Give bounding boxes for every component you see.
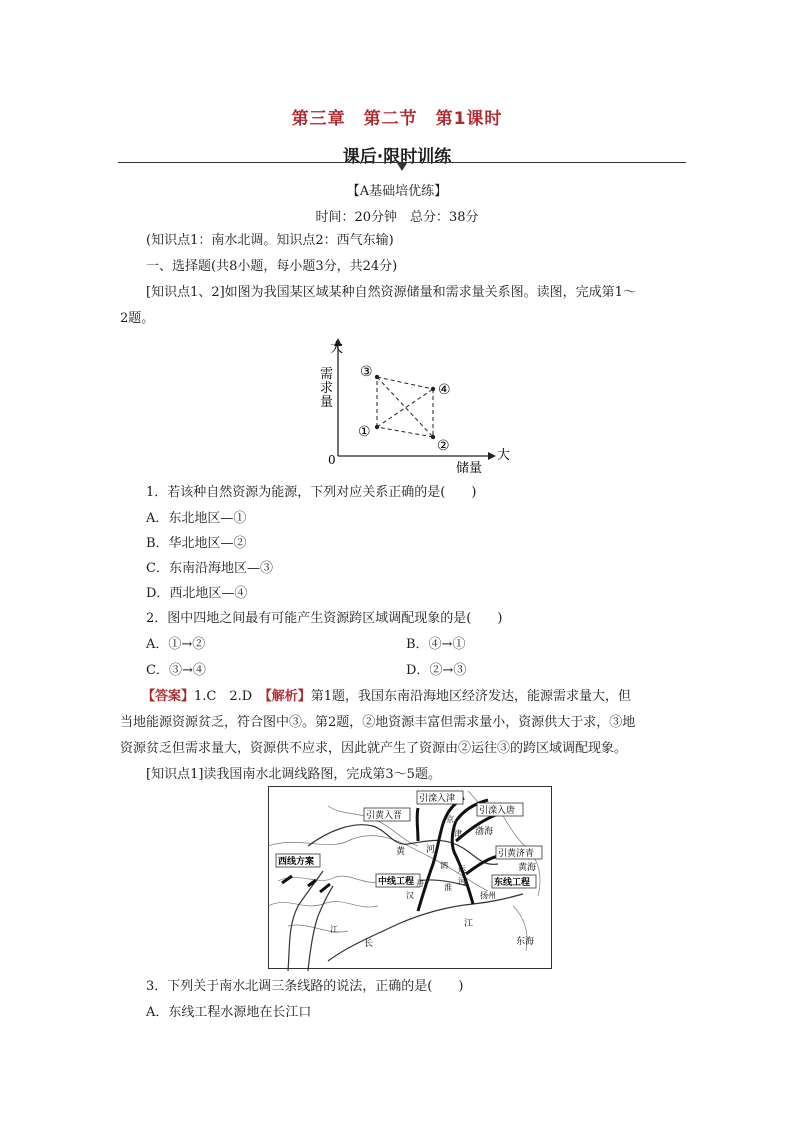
q2-option-b: B．④→① — [406, 637, 466, 652]
point-1-label: ① — [358, 424, 371, 440]
label-middle-route: 中线工程 — [378, 877, 415, 887]
label-huanghai: 黄海 — [518, 863, 537, 873]
point-2 — [431, 435, 435, 439]
answer-values: 1.C 2.D — [194, 689, 266, 704]
y-top-label: 大 — [330, 341, 344, 356]
label-han: 汉 — [406, 891, 414, 900]
answer-line2: 当地能源资源贫乏，符合图中③。第2题，②地资源丰富但需求量小，资源供大于求，③地 — [120, 715, 636, 730]
intro-1-line1: [知识点1、2]如图为我国某区域某种自然资源储量和需求量关系图。读图，完成第1～ — [146, 285, 636, 300]
q3-stem: 3．下列关于南水北调三条线路的说法，正确的是( ) — [146, 979, 464, 994]
point-3-label: ③ — [360, 364, 373, 380]
time-score: 时间：20分钟 总分：38分 — [315, 210, 479, 225]
label-huang: 黄 — [396, 847, 406, 857]
label-jin: 津 — [454, 829, 462, 838]
q2-option-a: A．①→② — [146, 637, 206, 652]
dashed-links — [377, 377, 433, 437]
label-yinhuang-jiqing: 引黄济青 — [498, 849, 535, 859]
analysis-tag: 【解析】 — [265, 689, 311, 704]
point-3 — [375, 375, 379, 379]
point-4-label: ④ — [438, 382, 451, 398]
divider-triangle-icon — [397, 163, 407, 171]
q2-stem: 2．图中四地之间最有可能产生资源跨区域调配现象的是( ) — [146, 611, 503, 626]
answer-tag: 【答案】 — [142, 689, 195, 704]
origin-label: 0 — [328, 453, 336, 467]
x-axis-arrow-icon — [488, 452, 496, 460]
label-east-route: 东线工程 — [494, 878, 531, 888]
label-dan: 丹 — [416, 879, 424, 888]
x-axis-label: 储量 — [456, 461, 483, 476]
label-west-route: 西线方案 — [278, 857, 315, 867]
label-yun: 运 — [458, 865, 466, 874]
q1-option-c: C．东南沿海地区—③ — [146, 561, 273, 576]
label-yinluan-jin: 引滦入津 — [419, 794, 456, 804]
analysis-text-1: 第1题，我国东南沿海地区经济发达，能源需求量大，但 — [310, 689, 631, 704]
section-label: 【A基础培优练】 — [346, 184, 448, 199]
label-si: 泗 — [440, 861, 448, 870]
label-yinhuang-jin: 引黄入晋 — [366, 811, 403, 821]
label-donghai: 东海 — [516, 937, 535, 947]
answer-line3: 资源贫乏但需求量大，资源供不应求，因此就产生了资源由②运往③的跨区域调配现象。 — [120, 741, 628, 756]
page-title: 第三章 第二节 第1课时 — [291, 109, 503, 129]
y-axis-label — [320, 367, 337, 410]
label-he: 河 — [426, 845, 436, 855]
label-jiang: 江 — [464, 919, 474, 929]
q2-option-c: C．③→④ — [146, 663, 206, 678]
y-axis-label-char2: 求 — [320, 381, 334, 396]
point-1 — [375, 425, 379, 429]
label-chang: 长 — [364, 939, 374, 949]
q2-option-d: D．②→③ — [406, 663, 467, 678]
q3-option-a: A．东线工程水源地在长江口 — [146, 1005, 312, 1020]
label-jiang-west: 江 — [330, 925, 338, 934]
resource-diagram — [316, 336, 511, 476]
label-bohai: 渤海 — [475, 827, 494, 837]
water-diversion-map — [268, 786, 552, 969]
x-right-label: 大 — [497, 448, 511, 463]
label-jing: 京 — [446, 815, 454, 824]
q1-option-b: B．华北地区—② — [146, 536, 247, 551]
page-subtitle: 课后·限时训练 — [342, 147, 452, 167]
label-yangzhou: 扬州 — [480, 891, 496, 900]
y-axis-label-char3: 量 — [320, 395, 334, 410]
q1-option-a: A．东北地区—① — [146, 511, 247, 526]
intro-1-line2: 2题。 — [120, 311, 155, 326]
intro-2: [知识点1]读我国南水北调线路图，完成第3～5题。 — [146, 767, 441, 782]
label-hui: 淮 — [444, 883, 452, 892]
y-axis-label-char1: 需 — [320, 367, 334, 382]
point-4 — [431, 387, 435, 391]
label-yinluan-tang: 引滦入唐 — [479, 806, 516, 816]
yinhuang-jin-line — [417, 808, 418, 841]
q1-stem: 1．若该种自然资源为能源，下列对应关系正确的是( ) — [146, 485, 477, 500]
q1-option-d: D．西北地区—④ — [146, 586, 248, 601]
answer-line1 — [142, 688, 631, 706]
part-heading: 一、选择题(共8小题，每小题3分，共24分) — [146, 259, 398, 274]
label-yunhe: 河 — [458, 877, 466, 886]
point-2-label: ② — [437, 438, 450, 454]
knowledge-points: (知识点1：南水北调。知识点2：西气东输) — [146, 233, 394, 248]
